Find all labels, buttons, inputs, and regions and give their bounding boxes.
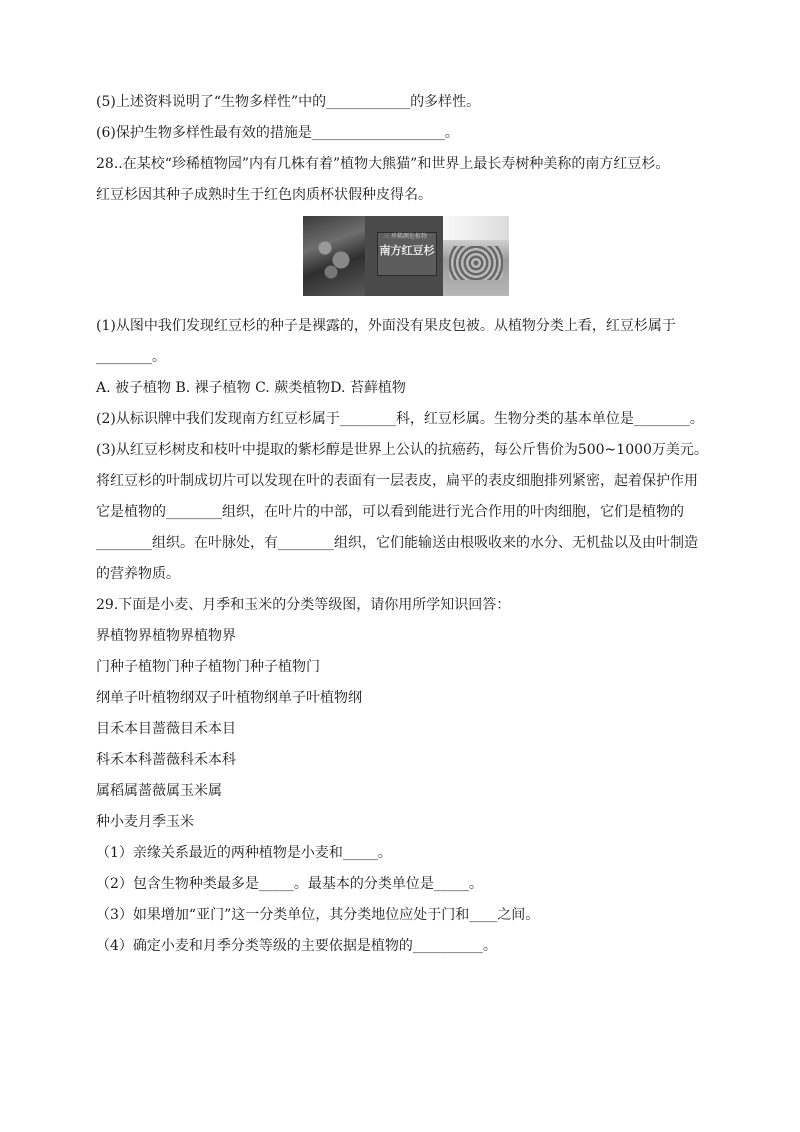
text-line: 属稻属蔷薇属玉米属	[96, 783, 222, 799]
text-line: 28..在某校“珍稀植物园”内有几株有着”植物大熊猫”和世界上最长寿树种美称的南方红豆杉。	[96, 156, 670, 172]
garden-photo	[443, 216, 509, 296]
text-line: 将红豆杉的叶制成切片可以发现在叶的表面有一层表皮，扁平的表皮细胞排列紧密，起着保护作用	[96, 473, 698, 489]
text-line: (3)从红豆杉树皮和枝叶中提取的紫杉醇是世界上公认的抗癌药，每公斤售价为500~1000万美元。	[96, 442, 708, 458]
text-line: (6)保护生物多样性最有效的措施是___________________。	[96, 125, 459, 141]
yew-tree-photo	[303, 216, 365, 296]
text-line: ________。	[96, 349, 166, 365]
text-line: 的营养物质。	[96, 566, 180, 582]
text-line: 界植物界植物界植物界	[96, 628, 236, 644]
text-line: 29.下面是小麦、月季和玉米的分类等级图，请你用所学知识回答：	[96, 597, 511, 613]
text-line: （3）如果增加“亚门”这一分类单位，其分类地位应处于门和____之间。	[96, 907, 540, 923]
photo-strip	[303, 216, 509, 296]
text-line: （2）包含生物种类最多是_____。最基本的分类单位是_____。	[96, 876, 483, 892]
text-line: (5)上述资料说明了“生物多样性”中的____________的多样性。	[96, 94, 481, 110]
sign-title: 南方红豆杉	[379, 244, 435, 257]
text-line: 纲单子叶植物纲双子叶植物纲单子叶植物纲	[96, 690, 362, 706]
text-line: 种小麦月季玉米	[96, 814, 194, 830]
text-line: (2)从标识牌中我们发现南方红豆杉属于________科，红豆杉属。生物分类的基本单位是________。	[96, 411, 704, 427]
sign-subtitle: 三·珍稀濒危植物 ·	[383, 233, 431, 240]
text-line: ________组织。在叶脉处，有________组织，它们能输送由根吸收来的水分、无机盐以及由叶制造	[96, 535, 698, 551]
sign-board	[377, 232, 437, 276]
text-line: (1)从图中我们发现红豆杉的种子是裸露的，外面没有果皮包被。从植物分类上看，红豆杉属于	[96, 318, 676, 334]
yew-photo-figure	[96, 216, 716, 296]
sign-board-photo	[365, 216, 443, 296]
text-line: 红豆杉因其种子成熟时生于红色肉质杯状假种皮得名。	[96, 187, 432, 203]
text-line: A. 被子植物 B. 裸子植物 C. 蕨类植物D. 苔藓植物	[96, 380, 406, 396]
text-line: （4）确定小麦和月季分类等级的主要依据是植物的__________。	[96, 938, 497, 954]
text-line: 它是植物的________组织，在叶片的中部，可以看到能进行光合作用的叶肉细胞，它们是植物的	[96, 504, 684, 520]
text-line: （1）亲缘关系最近的两种植物是小麦和_____。	[96, 845, 392, 861]
text-line: 门种子植物门种子植物门种子植物门	[96, 659, 320, 675]
text-line: 目禾本目蔷薇目禾本目	[96, 721, 236, 737]
document-page	[96, 92, 716, 967]
text-line: 科禾本科蔷薇科禾本科	[96, 752, 236, 768]
